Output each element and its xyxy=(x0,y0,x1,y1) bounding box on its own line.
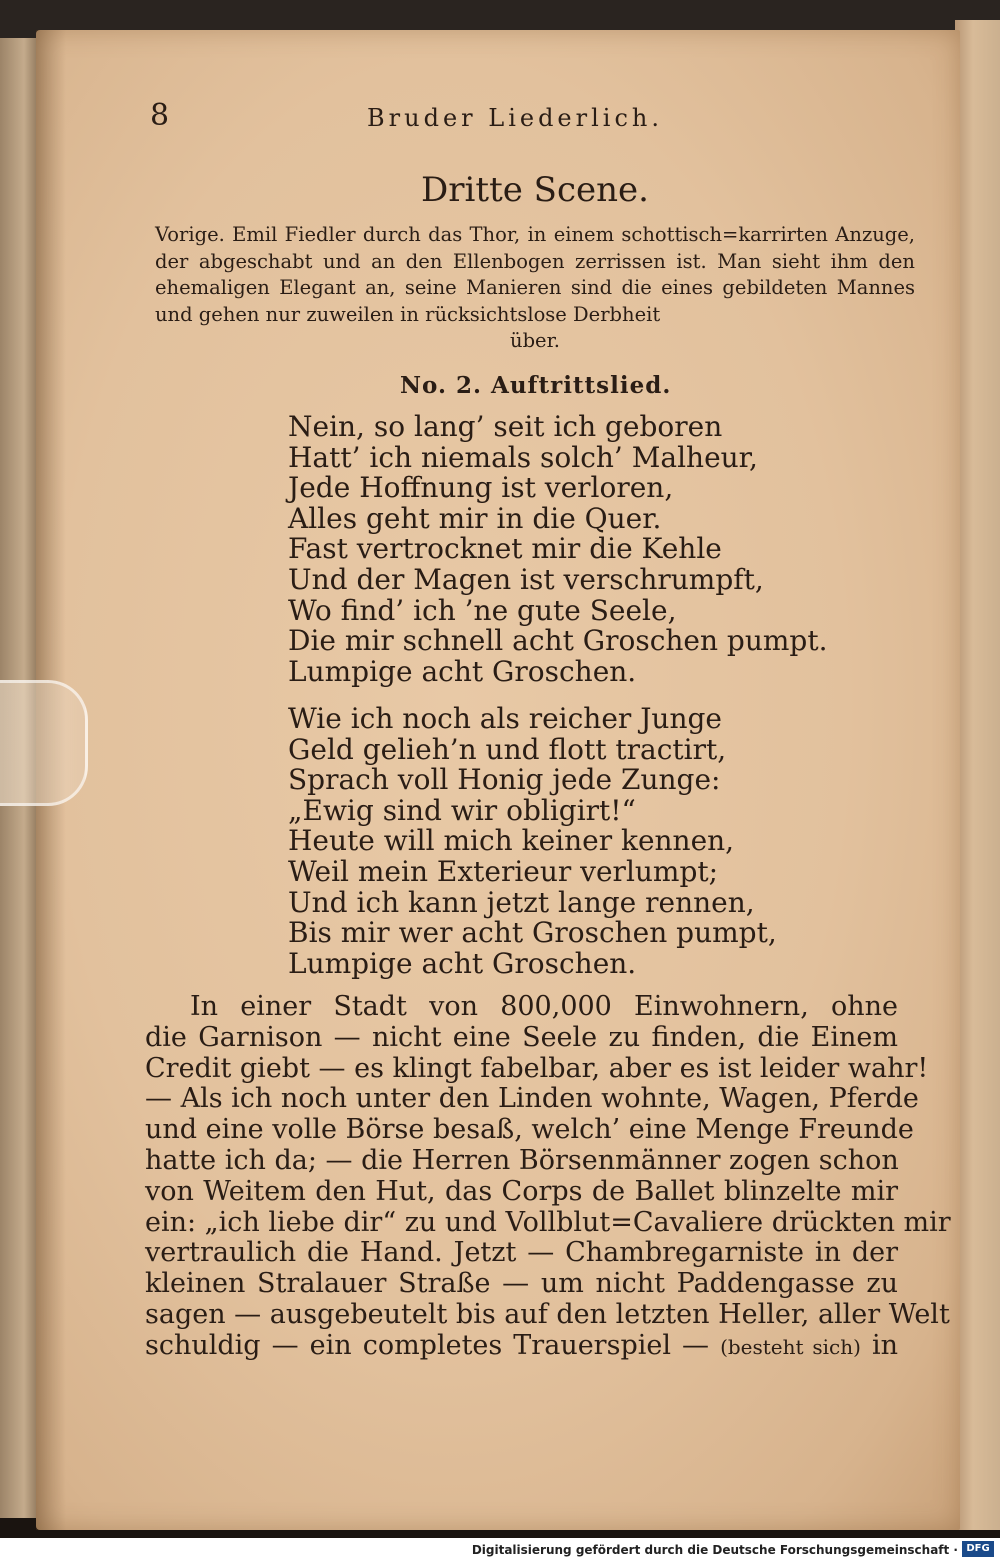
prose-line: vertraulich die Hand. Jetzt — Chambregarniste in der xyxy=(145,1237,898,1269)
scene-title: Dritte Scene. xyxy=(421,170,649,210)
prose-paragraph xyxy=(145,991,951,1363)
verse-line: Geld gelieh’n und flott tractirt, xyxy=(288,732,727,766)
prose-line: In einer Stadt von 800,000 Einwohnern, ohne xyxy=(190,991,898,1022)
stanza-1 xyxy=(288,412,828,687)
verse-line: Und der Magen ist verschrumpft, xyxy=(288,562,764,596)
right-page-edge xyxy=(955,20,1000,1530)
stanza-2 xyxy=(288,704,777,979)
stage-direction-line: Anzuge, der abgeschabt und an den Ellenbogen zerrissen ist. Man xyxy=(155,223,915,273)
prose-line-end: in xyxy=(871,1329,898,1361)
prose-line: und eine volle Börse besaß, welch’ eine Menge Freunde xyxy=(145,1114,914,1146)
digitization-credit: Digitalisierung gefördert durch die Deutsche Forschungsgemeinschaft · xyxy=(471,1543,958,1557)
prose-line: schuldig — ein completes Trauerspiel — xyxy=(145,1329,710,1361)
verse-line: Nein, so lang’ seit ich geboren xyxy=(288,410,723,443)
prose-line: von Weitem den Hut, das Corps de Ballet blinzelte mir xyxy=(145,1175,898,1207)
prose-line: ein: „ich liebe dir“ zu und Vollblut=Cavaliere drückten mir xyxy=(145,1206,951,1238)
prose-last-line xyxy=(145,1331,898,1363)
verse-line: Jede Hoffnung ist verloren, xyxy=(288,471,674,505)
verse-line: Die mir schnell acht Groschen pumpt. xyxy=(288,624,828,658)
verse-line: Bis mir wer acht Groschen pumpt, xyxy=(288,916,777,950)
page-clip xyxy=(0,680,88,806)
stage-direction-line: sieht ihm den ehemaligen Elegant an, seine Manieren sind die eines xyxy=(155,249,915,299)
prose-line: — Als ich noch unter den Linden wohnte, Wagen, Pferde xyxy=(145,1083,919,1115)
verse-line: Fast vertrocknet mir die Kehle xyxy=(288,532,722,566)
stage-direction-line: Vorige. Emil Fiedler durch das Thor, in einem schottisch=karrirten xyxy=(155,223,828,246)
verse-line: „Ewig sind wir obligirt!“ xyxy=(288,793,636,827)
prose-line: Credit giebt — es klingt fabelbar, aber es ist leider wahr! xyxy=(145,1052,929,1084)
verse-line: Lumpige acht Groschen. xyxy=(288,654,637,688)
prose-line: sagen — ausgebeutelt bis auf den letzten Heller, aller Welt xyxy=(145,1298,950,1330)
stage-direction-line: gebildeten Mannes und gehen nur zuweilen in rücksichtslose Derbheit xyxy=(155,276,915,326)
prose-line: die Garnison — nicht eine Seele zu finden, die Einem xyxy=(145,1021,898,1053)
song-heading: No. 2. Auftrittslied. xyxy=(400,372,672,399)
verse-line: Alles geht mir in die Quer. xyxy=(288,501,662,535)
page-number: 8 xyxy=(150,98,170,133)
prose-line: kleinen Stralauer Straße — um nicht Paddengasse zu xyxy=(145,1268,898,1300)
running-title: Bruder Liederlich. xyxy=(367,104,663,132)
stage-direction xyxy=(155,222,915,355)
verse-line: Heute will mich keiner kennen, xyxy=(288,824,735,858)
verse-line: Lumpige acht Groschen. xyxy=(288,946,637,980)
prose-small-aside: (besteht sich) xyxy=(720,1334,861,1359)
verse-line: Wo find’ ich ’ne gute Seele, xyxy=(288,593,677,627)
verse-line: Weil mein Exterieur verlumpt; xyxy=(288,854,719,888)
verse-line: Und ich kann jetzt lange rennen, xyxy=(288,885,755,919)
verse-line: Sprach voll Honig jede Zunge: xyxy=(288,763,721,797)
verse-line: Hatt’ ich niemals solch’ Malheur, xyxy=(288,440,758,474)
prose-line: hatte ich da; — die Herren Börsenmänner zogen schon xyxy=(145,1144,899,1176)
dfg-logo: DFG xyxy=(962,1541,994,1557)
stage-direction-line: über. xyxy=(510,329,560,352)
verse-line: Wie ich noch als reicher Junge xyxy=(288,702,722,735)
